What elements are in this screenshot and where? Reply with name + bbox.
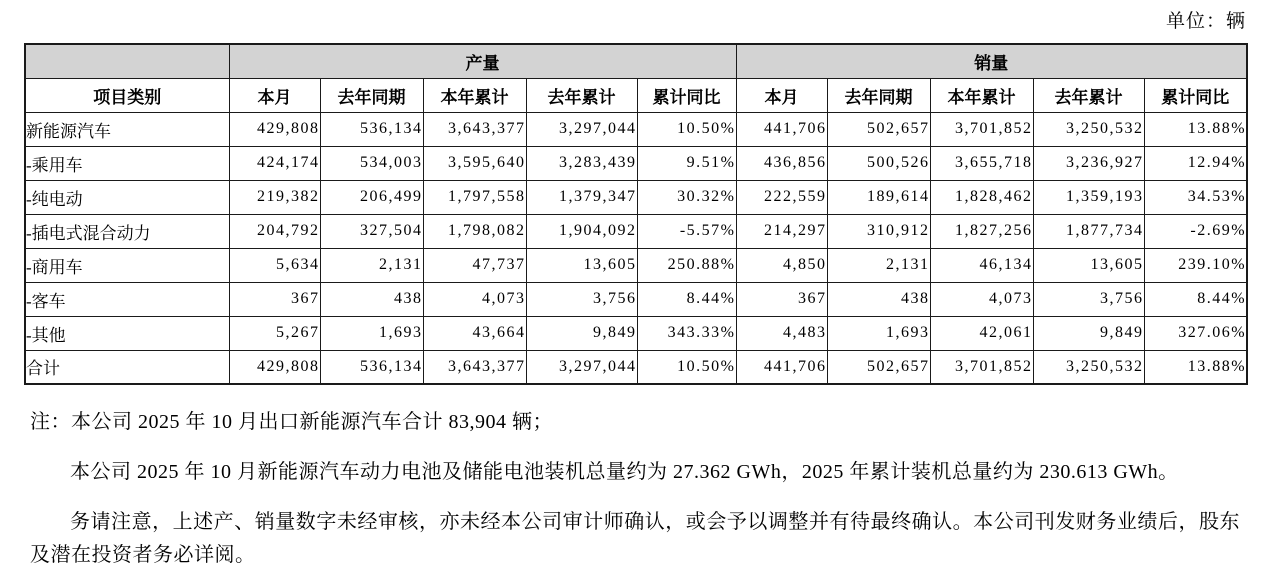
production-col-header-last-ytd: 去年累计 — [526, 78, 637, 112]
data-cell: 222,559 — [736, 180, 827, 214]
data-cell: 10.50% — [637, 350, 736, 384]
data-cell: 436,856 — [736, 146, 827, 180]
data-cell: 327,504 — [320, 214, 423, 248]
row-label: -商用车 — [25, 248, 229, 282]
data-cell: 3,250,532 — [1033, 112, 1144, 146]
data-cell: 534,003 — [320, 146, 423, 180]
data-cell: 1,904,092 — [526, 214, 637, 248]
data-cell: 5,634 — [229, 248, 320, 282]
data-cell: 13.88% — [1144, 350, 1247, 384]
note-export: 注：本公司 2025 年 10 月出口新能源汽车合计 83,904 辆； — [30, 411, 553, 433]
data-cell: 441,706 — [736, 112, 827, 146]
data-cell: 3,756 — [1033, 282, 1144, 316]
table-row — [25, 214, 1247, 248]
data-cell: 13,605 — [526, 248, 637, 282]
data-cell: 43,664 — [423, 316, 526, 350]
data-cell: 1,828,462 — [930, 180, 1033, 214]
data-cell: 204,792 — [229, 214, 320, 248]
data-cell: 441,706 — [736, 350, 827, 384]
data-cell: 219,382 — [229, 180, 320, 214]
production-col-header-ytd: 本年累计 — [423, 78, 526, 112]
column-header-row — [25, 78, 1247, 112]
production-col-header-last-year-period: 去年同期 — [320, 78, 423, 112]
data-cell: 4,073 — [423, 282, 526, 316]
data-cell: 1,877,734 — [1033, 214, 1144, 248]
data-cell: 1,693 — [827, 316, 930, 350]
unit-label: 单位：辆 — [1165, 11, 1246, 32]
note-battery-installed: 本公司 2025 年 10 月新能源汽车动力电池及储能电池装机总量约为 27.362 GWh，2025 年累计装机总量约为 230.613 GWh。 — [70, 461, 1179, 483]
data-cell: 1,693 — [320, 316, 423, 350]
data-cell: 189,614 — [827, 180, 930, 214]
row-label: 合计 — [25, 350, 229, 384]
table-row — [25, 316, 1247, 350]
data-cell: 1,379,347 — [526, 180, 637, 214]
data-cell: 1,827,256 — [930, 214, 1033, 248]
data-cell: 4,483 — [736, 316, 827, 350]
data-cell: 5,267 — [229, 316, 320, 350]
data-cell: 13.88% — [1144, 112, 1247, 146]
data-cell: 327.06% — [1144, 316, 1247, 350]
data-cell: 1,359,193 — [1033, 180, 1144, 214]
data-cell: 500,526 — [827, 146, 930, 180]
data-cell: 438 — [320, 282, 423, 316]
sales-col-header-ytd: 本年累计 — [930, 78, 1033, 112]
group-header-row — [25, 44, 1247, 78]
data-cell: 3,283,439 — [526, 146, 637, 180]
data-cell: 1,798,082 — [423, 214, 526, 248]
sales-col-header-month: 本月 — [736, 78, 827, 112]
data-cell: 3,297,044 — [526, 350, 637, 384]
production-group-header: 产量 — [229, 44, 736, 78]
data-cell: 536,134 — [320, 112, 423, 146]
data-cell: 3,756 — [526, 282, 637, 316]
data-cell: 2,131 — [320, 248, 423, 282]
data-cell: 30.32% — [637, 180, 736, 214]
data-cell: 9,849 — [1033, 316, 1144, 350]
production-sales-table — [24, 43, 1248, 385]
category-header: 项目类别 — [25, 78, 229, 112]
row-label: 新能源汽车 — [25, 112, 229, 146]
data-cell: 424,174 — [229, 146, 320, 180]
data-cell: 9,849 — [526, 316, 637, 350]
data-cell: 3,595,640 — [423, 146, 526, 180]
data-cell: 10.50% — [637, 112, 736, 146]
table-row — [25, 282, 1247, 316]
note-disclaimer: 务请注意，上述产、销量数字未经审核，亦未经本公司审计师确认，或会予以调整并有待最终确认。本公司刊发财务业绩后，股东及潜在投资者务必详阅。 — [30, 511, 1240, 566]
data-cell: 3,297,044 — [526, 112, 637, 146]
data-cell: 239.10% — [1144, 248, 1247, 282]
production-col-header-month: 本月 — [229, 78, 320, 112]
data-cell: 429,808 — [229, 112, 320, 146]
data-cell: 502,657 — [827, 350, 930, 384]
table-row-total — [25, 350, 1247, 384]
data-cell: 3,655,718 — [930, 146, 1033, 180]
data-cell: 502,657 — [827, 112, 930, 146]
table-row — [25, 146, 1247, 180]
data-cell: 4,850 — [736, 248, 827, 282]
row-label: -乘用车 — [25, 146, 229, 180]
data-cell: 12.94% — [1144, 146, 1247, 180]
production-col-header-yoy: 累计同比 — [637, 78, 736, 112]
data-cell: 214,297 — [736, 214, 827, 248]
data-cell: 536,134 — [320, 350, 423, 384]
row-label: -其他 — [25, 316, 229, 350]
sales-col-header-last-year-period: 去年同期 — [827, 78, 930, 112]
data-cell: 367 — [229, 282, 320, 316]
data-cell: 34.53% — [1144, 180, 1247, 214]
data-cell: 9.51% — [637, 146, 736, 180]
data-cell: 13,605 — [1033, 248, 1144, 282]
data-cell: 3,236,927 — [1033, 146, 1144, 180]
data-cell: 3,643,377 — [423, 350, 526, 384]
data-cell: 4,073 — [930, 282, 1033, 316]
data-cell: 47,737 — [423, 248, 526, 282]
data-cell: 42,061 — [930, 316, 1033, 350]
data-cell: 46,134 — [930, 248, 1033, 282]
data-cell: 250.88% — [637, 248, 736, 282]
data-cell: 8.44% — [1144, 282, 1247, 316]
row-label: -纯电动 — [25, 180, 229, 214]
corner-cell — [25, 44, 229, 78]
footnotes — [24, 406, 1240, 571]
data-cell: -2.69% — [1144, 214, 1247, 248]
row-label: -客车 — [25, 282, 229, 316]
sales-col-header-yoy: 累计同比 — [1144, 78, 1247, 112]
sales-group-header: 销量 — [736, 44, 1247, 78]
data-cell: 3,701,852 — [930, 112, 1033, 146]
table-row — [25, 248, 1247, 282]
data-cell: 3,643,377 — [423, 112, 526, 146]
data-cell: 367 — [736, 282, 827, 316]
data-cell: 310,912 — [827, 214, 930, 248]
data-cell: 1,797,558 — [423, 180, 526, 214]
data-cell: 438 — [827, 282, 930, 316]
data-cell: 206,499 — [320, 180, 423, 214]
table-row — [25, 112, 1247, 146]
data-cell: 429,808 — [229, 350, 320, 384]
table-row — [25, 180, 1247, 214]
sales-col-header-last-ytd: 去年累计 — [1033, 78, 1144, 112]
data-cell: 2,131 — [827, 248, 930, 282]
data-cell: 8.44% — [637, 282, 736, 316]
data-cell: 3,250,532 — [1033, 350, 1144, 384]
data-cell: 3,701,852 — [930, 350, 1033, 384]
data-cell: 343.33% — [637, 316, 736, 350]
data-cell: -5.57% — [637, 214, 736, 248]
row-label: -插电式混合动力 — [25, 214, 229, 248]
